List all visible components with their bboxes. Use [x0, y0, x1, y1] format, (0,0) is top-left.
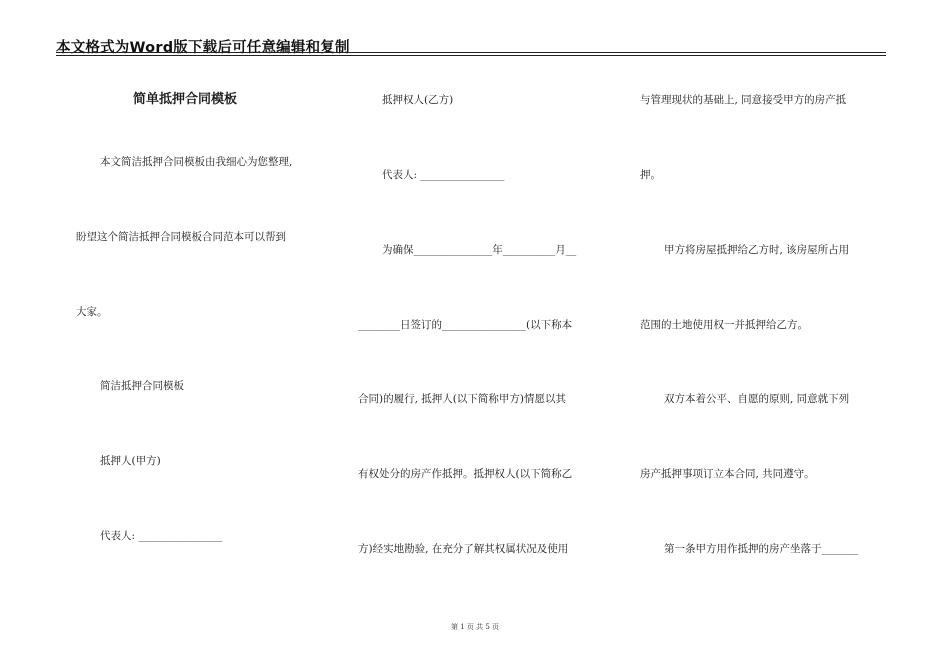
page-number: 第 1 页 共 5 页 [450, 623, 500, 631]
col2-line-1: 抵押权人(乙方) [382, 94, 454, 106]
col1-line-3: 大家。 [76, 306, 108, 318]
col1-line-2: 盼望这个简洁抵押合同模板合同范本可以帮到 [76, 231, 286, 243]
col1-line-4: 简洁抵押合同模板 [100, 380, 184, 392]
col3-line-2: 押。 [640, 169, 661, 181]
col3-line-5: 双方本着公平、自愿的原则, 同意就下列 [664, 393, 850, 405]
header-rule-top [56, 52, 886, 53]
col1-line-1: 本文简洁抵押合同模板由我细心为您整理, [100, 156, 293, 168]
col2-line-2: 代表人: ________________ [382, 169, 505, 181]
col1-line-6: 代表人: ________________ [100, 530, 223, 542]
col3-line-7: 第一条甲方用作抵押的房产坐落于_______ [664, 543, 859, 555]
col3-line-4: 范围的土地使用权一并抵押给乙方。 [640, 319, 808, 331]
col3-line-6: 房产抵押事项订立本合同, 共同遵守。 [640, 468, 815, 480]
col2-line-4: ________日签订的________________(以下称本 [358, 319, 573, 331]
contract-title: 简单抵押合同模板 [133, 92, 238, 107]
col3-line-1: 与管理现状的基础上, 同意接受甲方的房产抵 [640, 94, 847, 106]
col3-line-3: 甲方将房屋抵押给乙方时, 该房屋所占用 [664, 244, 850, 256]
col2-line-7: 方)经实地勘验, 在充分了解其权属状况及使用 [358, 543, 569, 555]
col2-line-5: 合同)的履行, 抵押人(以下简称甲方)情愿以其 [358, 393, 566, 405]
document-header: 本文格式为Word版下载后可任意编辑和复制 [56, 40, 350, 56]
col1-line-5: 抵押人(甲方) [100, 455, 161, 467]
col2-line-6: 有权处分的房产作抵押。抵押权人(以下简称乙 [358, 468, 573, 480]
col2-line-3: 为确保_______________年__________月__ [382, 244, 577, 256]
header-rule-bottom [56, 55, 886, 56]
